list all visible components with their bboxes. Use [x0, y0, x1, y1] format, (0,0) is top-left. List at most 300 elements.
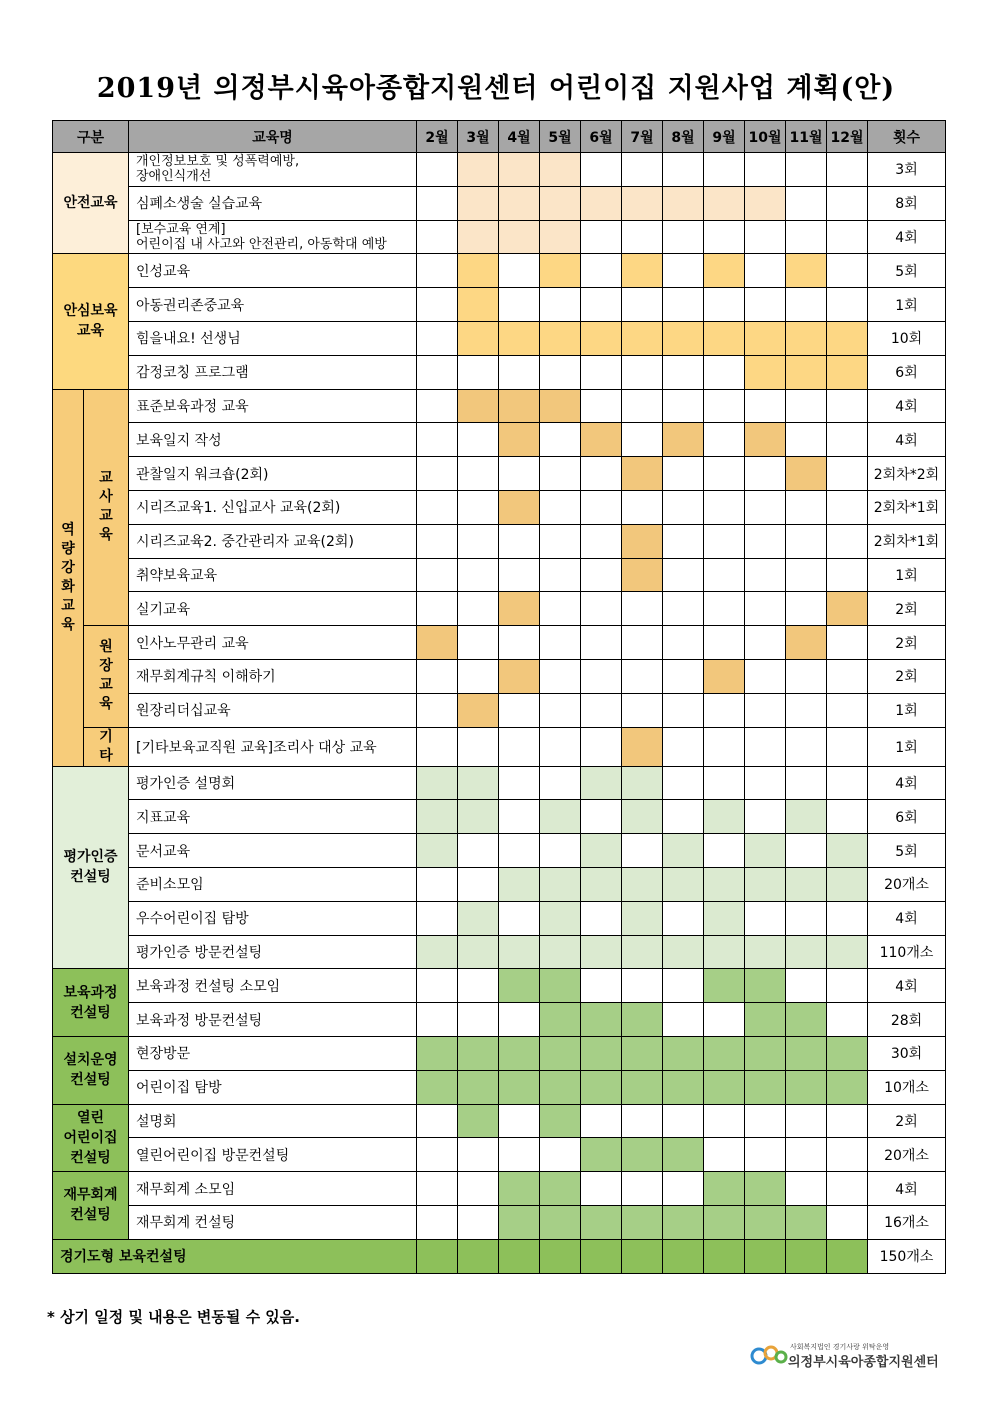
month-cell — [704, 355, 745, 389]
month-cell — [622, 1070, 663, 1104]
header-month: 8월 — [663, 121, 704, 153]
month-cell — [704, 766, 745, 800]
month-cell — [417, 153, 458, 187]
month-cell — [827, 727, 868, 766]
month-cell — [458, 1205, 499, 1239]
month-cell — [704, 727, 745, 766]
month-cell — [540, 1104, 581, 1138]
month-cell — [581, 524, 622, 558]
month-cell — [622, 220, 663, 254]
month-cell — [581, 220, 622, 254]
month-cell — [581, 1205, 622, 1239]
month-cell — [704, 490, 745, 524]
month-cell — [622, 592, 663, 626]
month-cell — [786, 1172, 827, 1206]
count-cell: 30회 — [868, 1036, 946, 1070]
month-cell — [581, 355, 622, 389]
month-cell — [458, 423, 499, 457]
month-cell — [458, 867, 499, 901]
month-cell — [540, 626, 581, 660]
month-cell — [581, 626, 622, 660]
month-cell — [663, 1070, 704, 1104]
month-cell — [704, 1172, 745, 1206]
table-row — [53, 800, 946, 834]
month-cell — [499, 969, 540, 1003]
month-cell — [417, 1239, 458, 1273]
month-cell — [622, 558, 663, 592]
month-cell — [745, 766, 786, 800]
month-cell — [704, 659, 745, 693]
month-cell — [540, 969, 581, 1003]
month-cell — [663, 935, 704, 969]
table-row — [53, 834, 946, 868]
month-cell — [581, 1036, 622, 1070]
month-cell — [827, 1239, 868, 1273]
month-cell — [827, 490, 868, 524]
month-cell — [786, 693, 827, 727]
month-cell — [458, 524, 499, 558]
month-cell — [417, 727, 458, 766]
month-cell — [540, 1172, 581, 1206]
month-cell — [458, 186, 499, 220]
month-cell — [540, 800, 581, 834]
month-cell — [622, 490, 663, 524]
month-cell — [745, 969, 786, 1003]
month-cell — [704, 935, 745, 969]
month-cell — [499, 153, 540, 187]
month-cell — [745, 1104, 786, 1138]
month-cell — [458, 592, 499, 626]
month-cell — [458, 389, 499, 423]
month-cell — [581, 659, 622, 693]
table-row — [53, 693, 946, 727]
month-cell — [622, 935, 663, 969]
footnote: * 상기 일정 및 내용은 변동될 수 있음. — [47, 1308, 300, 1326]
month-cell — [499, 867, 540, 901]
month-cell — [786, 935, 827, 969]
month-cell — [540, 935, 581, 969]
month-cell — [417, 490, 458, 524]
month-cell — [704, 800, 745, 834]
month-cell — [499, 592, 540, 626]
month-cell — [827, 935, 868, 969]
count-cell: 1회 — [868, 558, 946, 592]
month-cell — [499, 626, 540, 660]
header-month: 11월 — [786, 121, 827, 153]
table-row — [53, 1070, 946, 1104]
month-cell — [499, 935, 540, 969]
month-cell — [827, 1036, 868, 1070]
month-cell — [458, 558, 499, 592]
table-row — [53, 727, 946, 766]
header-month: 3월 — [458, 121, 499, 153]
program-name — [129, 220, 417, 254]
count-cell: 2회차*2회 — [868, 457, 946, 491]
month-cell — [417, 659, 458, 693]
table-row — [53, 1172, 946, 1206]
count-cell: 20개소 — [868, 1138, 946, 1172]
month-cell — [663, 592, 704, 626]
count-cell: 110개소 — [868, 935, 946, 969]
month-cell — [827, 558, 868, 592]
month-cell — [458, 693, 499, 727]
month-cell — [458, 1172, 499, 1206]
table-row — [53, 935, 946, 969]
month-cell — [499, 659, 540, 693]
month-cell — [417, 901, 458, 935]
month-cell — [417, 254, 458, 288]
month-cell — [458, 490, 499, 524]
month-cell — [540, 1205, 581, 1239]
month-cell — [663, 693, 704, 727]
month-cell — [745, 153, 786, 187]
month-cell — [417, 321, 458, 355]
month-cell — [745, 693, 786, 727]
month-cell — [827, 186, 868, 220]
month-cell — [663, 220, 704, 254]
header-category: 구분 — [53, 121, 129, 153]
month-cell — [458, 935, 499, 969]
subcategory-director: 원 장 교 육 — [84, 626, 129, 727]
month-cell — [745, 727, 786, 766]
month-cell — [540, 867, 581, 901]
month-cell — [745, 321, 786, 355]
month-cell — [581, 288, 622, 322]
month-cell — [622, 457, 663, 491]
header-month: 4월 — [499, 121, 540, 153]
month-cell — [540, 321, 581, 355]
month-cell — [827, 254, 868, 288]
count-cell: 6회 — [868, 800, 946, 834]
program-name: 감정코칭 프로그램 — [129, 355, 417, 389]
month-cell — [786, 254, 827, 288]
count-cell: 4회 — [868, 1172, 946, 1206]
month-cell — [745, 1036, 786, 1070]
month-cell — [704, 423, 745, 457]
month-cell — [786, 969, 827, 1003]
program-name: 실기교육 — [129, 592, 417, 626]
month-cell — [745, 490, 786, 524]
month-cell — [745, 867, 786, 901]
month-cell — [417, 800, 458, 834]
month-cell — [663, 321, 704, 355]
month-cell — [745, 834, 786, 868]
month-cell — [581, 800, 622, 834]
month-cell — [827, 321, 868, 355]
program-name: 설명회 — [129, 1104, 417, 1138]
month-cell — [581, 1172, 622, 1206]
category-finance: 재무회계 컨설팅 — [53, 1172, 129, 1240]
month-cell — [581, 935, 622, 969]
month-cell — [417, 867, 458, 901]
subcategory-teacher: 교 사 교 육 — [84, 389, 129, 626]
month-cell — [786, 153, 827, 187]
month-cell — [663, 1003, 704, 1037]
table-row — [53, 1036, 946, 1070]
month-cell — [786, 423, 827, 457]
program-name: 힘을내요! 선생님 — [129, 321, 417, 355]
month-cell — [663, 1036, 704, 1070]
month-cell — [581, 592, 622, 626]
program-name: 심폐소생술 실습교육 — [129, 186, 417, 220]
month-cell — [827, 153, 868, 187]
month-cell — [499, 1003, 540, 1037]
count-cell: 5회 — [868, 254, 946, 288]
month-cell — [581, 1070, 622, 1104]
header-month: 2월 — [417, 121, 458, 153]
month-cell — [827, 800, 868, 834]
month-cell — [581, 457, 622, 491]
month-cell — [663, 969, 704, 1003]
month-cell — [786, 659, 827, 693]
category-open: 열린 어린이집 컨설팅 — [53, 1104, 129, 1172]
month-cell — [704, 1003, 745, 1037]
month-cell — [663, 766, 704, 800]
month-cell — [663, 490, 704, 524]
month-cell — [745, 254, 786, 288]
month-cell — [458, 1036, 499, 1070]
count-cell: 2회 — [868, 1104, 946, 1138]
table-row — [53, 558, 946, 592]
month-cell — [663, 355, 704, 389]
program-name: 원장리더십교육 — [129, 693, 417, 727]
month-cell — [827, 867, 868, 901]
count-cell: 2회 — [868, 659, 946, 693]
month-cell — [458, 153, 499, 187]
month-cell — [704, 867, 745, 901]
month-cell — [622, 1036, 663, 1070]
month-cell — [827, 1003, 868, 1037]
count-cell: 150개소 — [868, 1239, 946, 1273]
month-cell — [827, 389, 868, 423]
month-cell — [458, 1104, 499, 1138]
month-cell — [417, 1104, 458, 1138]
table-row — [53, 524, 946, 558]
program-name: 어린이집 탐방 — [129, 1070, 417, 1104]
month-cell — [622, 766, 663, 800]
month-cell — [458, 288, 499, 322]
month-cell — [581, 423, 622, 457]
month-cell — [786, 1070, 827, 1104]
month-cell — [417, 834, 458, 868]
month-cell — [622, 186, 663, 220]
month-cell — [499, 834, 540, 868]
table-row — [53, 1003, 946, 1037]
month-cell — [499, 1239, 540, 1273]
month-cell — [786, 524, 827, 558]
month-cell — [786, 800, 827, 834]
month-cell — [499, 490, 540, 524]
header-month: 9월 — [704, 121, 745, 153]
month-cell — [827, 659, 868, 693]
program-name: 취약보육교육 — [129, 558, 417, 592]
month-cell — [622, 1138, 663, 1172]
month-cell — [663, 1104, 704, 1138]
month-cell — [499, 901, 540, 935]
month-cell — [622, 321, 663, 355]
month-cell — [417, 592, 458, 626]
month-cell — [745, 423, 786, 457]
logo-name: 의정부시육아종합지원센터 — [788, 1355, 939, 1370]
program-name: 재무회계 컨설팅 — [129, 1205, 417, 1239]
month-cell — [458, 659, 499, 693]
header-month: 10월 — [745, 121, 786, 153]
month-cell — [786, 766, 827, 800]
month-cell — [745, 659, 786, 693]
month-cell — [540, 186, 581, 220]
month-cell — [786, 457, 827, 491]
month-cell — [704, 220, 745, 254]
month-cell — [827, 1138, 868, 1172]
month-cell — [827, 1104, 868, 1138]
category-competency: 역 량 강 화 교 육 — [53, 389, 84, 766]
month-cell — [745, 1070, 786, 1104]
month-cell — [499, 1172, 540, 1206]
month-cell — [417, 355, 458, 389]
table-row — [53, 423, 946, 457]
month-cell — [417, 969, 458, 1003]
month-cell — [786, 1138, 827, 1172]
table-row — [53, 220, 946, 254]
gyeonggi-program-name: 경기도형 보육컨설팅 — [53, 1239, 417, 1273]
logo-mark-icon — [750, 1342, 788, 1368]
month-cell — [417, 186, 458, 220]
month-cell — [745, 1239, 786, 1273]
month-cell — [540, 1036, 581, 1070]
month-cell — [540, 1070, 581, 1104]
month-cell — [540, 220, 581, 254]
month-cell — [663, 626, 704, 660]
month-cell — [458, 800, 499, 834]
month-cell — [827, 524, 868, 558]
table-row — [53, 355, 946, 389]
month-cell — [417, 1172, 458, 1206]
count-cell: 2회차*1회 — [868, 524, 946, 558]
month-cell — [622, 1003, 663, 1037]
org-logo — [750, 1340, 940, 1370]
month-cell — [458, 1070, 499, 1104]
month-cell — [417, 220, 458, 254]
month-cell — [622, 288, 663, 322]
month-cell — [745, 389, 786, 423]
header-count: 횟수 — [868, 121, 946, 153]
month-cell — [540, 288, 581, 322]
month-cell — [663, 800, 704, 834]
month-cell — [704, 834, 745, 868]
category-safety: 안전교육 — [53, 153, 129, 254]
month-cell — [704, 389, 745, 423]
program-name: [기타보육교직원 교육]조리사 대상 교육 — [129, 727, 417, 766]
month-cell — [417, 1003, 458, 1037]
month-cell — [581, 1138, 622, 1172]
month-cell — [827, 288, 868, 322]
month-cell — [417, 457, 458, 491]
count-cell: 16개소 — [868, 1205, 946, 1239]
month-cell — [827, 355, 868, 389]
month-cell — [499, 1104, 540, 1138]
month-cell — [786, 727, 827, 766]
month-cell — [622, 1172, 663, 1206]
month-cell — [704, 1104, 745, 1138]
table-row — [53, 626, 946, 660]
table-row — [53, 254, 946, 288]
table-row — [53, 186, 946, 220]
month-cell — [499, 558, 540, 592]
program-name: 보육일지 작성 — [129, 423, 417, 457]
count-cell: 1회 — [868, 727, 946, 766]
month-cell — [622, 693, 663, 727]
month-cell — [663, 901, 704, 935]
month-cell — [663, 1205, 704, 1239]
month-cell — [622, 834, 663, 868]
month-cell — [622, 969, 663, 1003]
program-name: 인사노무관리 교육 — [129, 626, 417, 660]
month-cell — [786, 321, 827, 355]
month-cell — [499, 1138, 540, 1172]
month-cell — [417, 626, 458, 660]
month-cell — [581, 867, 622, 901]
name-text: [보수교육 연계] 어린이집 내 사고와 안전관리, 아동학대 예방 — [136, 221, 387, 252]
count-cell: 4회 — [868, 220, 946, 254]
count-cell: 2회차*1회 — [868, 490, 946, 524]
month-cell — [581, 834, 622, 868]
month-cell — [827, 592, 868, 626]
month-cell — [786, 901, 827, 935]
month-cell — [704, 1239, 745, 1273]
count-cell: 4회 — [868, 389, 946, 423]
month-cell — [540, 1138, 581, 1172]
month-cell — [581, 389, 622, 423]
month-cell — [458, 834, 499, 868]
count-cell: 1회 — [868, 693, 946, 727]
month-cell — [663, 457, 704, 491]
header-month: 6월 — [581, 121, 622, 153]
month-cell — [622, 524, 663, 558]
program-name: 관찰일지 워크숍(2회) — [129, 457, 417, 491]
month-cell — [499, 355, 540, 389]
month-cell — [704, 1070, 745, 1104]
month-cell — [581, 321, 622, 355]
month-cell — [540, 659, 581, 693]
category-anshim: 안심보육 교육 — [53, 254, 129, 389]
count-cell: 10개소 — [868, 1070, 946, 1104]
program-name: 시리즈교육2. 중간관리자 교육(2회) — [129, 524, 417, 558]
month-cell — [581, 1104, 622, 1138]
month-cell — [540, 355, 581, 389]
month-cell — [704, 153, 745, 187]
month-cell — [663, 288, 704, 322]
table-row — [53, 490, 946, 524]
table-row — [53, 153, 946, 187]
count-cell: 10회 — [868, 321, 946, 355]
month-cell — [663, 727, 704, 766]
month-cell — [745, 626, 786, 660]
month-cell — [417, 1205, 458, 1239]
month-cell — [540, 901, 581, 935]
category-evaluation: 평가인증 컨설팅 — [53, 766, 129, 969]
month-cell — [458, 220, 499, 254]
month-cell — [540, 558, 581, 592]
month-cell — [622, 1104, 663, 1138]
month-cell — [622, 153, 663, 187]
month-cell — [663, 1172, 704, 1206]
month-cell — [499, 1036, 540, 1070]
month-cell — [745, 1172, 786, 1206]
month-cell — [622, 423, 663, 457]
month-cell — [704, 1138, 745, 1172]
program-name: 재무회계 소모임 — [129, 1172, 417, 1206]
month-cell — [417, 766, 458, 800]
